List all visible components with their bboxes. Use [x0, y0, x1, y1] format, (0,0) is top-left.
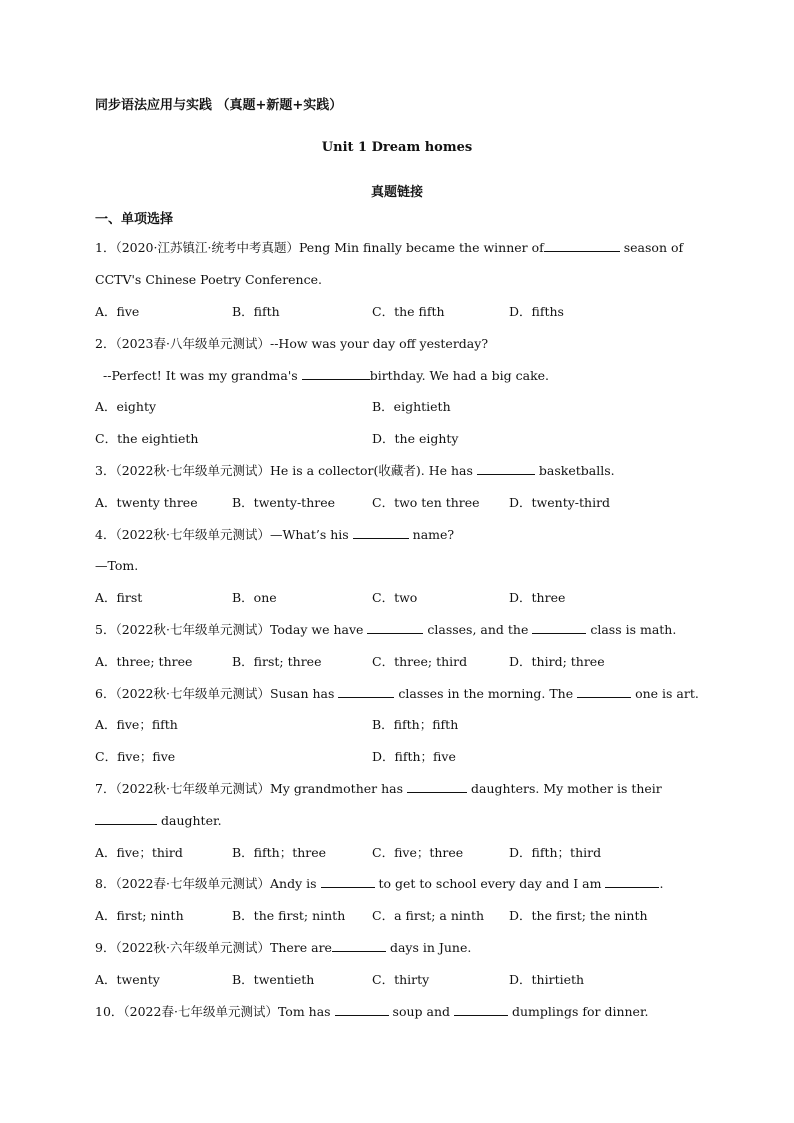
question-6-option-b: B．fifth；fifth [372, 717, 459, 732]
question-8-option-a: A．first; ninth [95, 908, 184, 923]
question-3-option-c: C．two ten three [372, 495, 480, 510]
question-4-line-2: —Tom. [95, 558, 139, 573]
answer-blank [477, 463, 535, 475]
question-2-text: --Perfect! It was my grandma's [103, 368, 298, 383]
question-8-line-1 [95, 876, 705, 892]
question-7-text: 7．（2022秋·七年级单元测试）My grandmother has [95, 781, 404, 796]
question-6-text-cont: classes in the morning. The [398, 686, 574, 701]
question-2-option-b: B．eightieth [372, 399, 451, 414]
question-7-option-c: C．five；three [372, 845, 464, 860]
question-8-option-b: B．the first; ninth [232, 908, 346, 923]
question-3-option-a: A．twenty three [95, 495, 198, 510]
question-1-option-c: C．the fifth [372, 304, 445, 319]
question-9-text-cont: days in June. [389, 940, 472, 955]
part-heading: 一、单项选择 [95, 212, 174, 227]
question-6-line-1 [95, 686, 705, 702]
question-4-option-c: C．two [372, 590, 418, 605]
answer-blank [335, 1004, 389, 1016]
question-8-text: 8．（2022春·七年级单元测试）Andy is [95, 876, 317, 891]
question-8-option-d: D．the first; the ninth [509, 908, 648, 923]
question-2-option-d: D．the eighty [372, 431, 459, 446]
question-7-line-1 [95, 781, 705, 797]
question-2-option-a: A．eighty [95, 399, 157, 414]
question-9-option-a: A．twenty [95, 972, 160, 987]
question-4-text-cont: name? [412, 527, 455, 542]
question-5-text-cont: classes, and the [427, 622, 529, 637]
answer-blank [605, 876, 659, 888]
unit-title: Unit 1 Dream homes [321, 140, 473, 155]
question-3-text-cont: basketballs. [538, 463, 615, 478]
question-4-option-a: A．first [95, 590, 143, 605]
question-5-option-a: A．three; three [95, 654, 193, 669]
document-title: 同步语法应用与实践 （真题+新题+实践） [95, 98, 343, 113]
answer-blank [95, 813, 157, 825]
question-7-option-b: B．fifth；three [232, 845, 327, 860]
answer-blank [544, 240, 620, 252]
question-10-line-1 [95, 1004, 705, 1020]
answer-blank [407, 781, 467, 793]
question-9-line-1 [95, 940, 705, 956]
question-2-line-1: 2．（2023春·八年级单元测试）--How was your day off yesterday? [95, 336, 489, 351]
answer-blank [338, 686, 394, 698]
question-4-option-b: B．one [232, 590, 277, 605]
answer-blank [454, 1004, 508, 1016]
question-1-line-1 [95, 240, 705, 256]
question-8-option-c: C．a first; a ninth [372, 908, 485, 923]
question-5-option-b: B．first; three [232, 654, 322, 669]
question-6-option-a: A．five；fifth [95, 717, 178, 732]
question-2-line-2 [103, 368, 713, 384]
question-9-text: 9．（2022秋·六年级单元测试）There are [95, 940, 332, 955]
question-1-option-d: D．fifths [509, 304, 564, 319]
question-7-option-d: D．fifth；third [509, 845, 602, 860]
question-4-text: 4．（2022秋·七年级单元测试）—What’s his [95, 527, 349, 542]
question-7-line-2 [95, 813, 705, 829]
question-6-option-d: D．fifth；five [372, 749, 456, 764]
question-10-text-end: dumplings for dinner. [512, 1004, 649, 1019]
question-3-text: 3．（2022秋·七年级单元测试）He is a collector(收藏者). He has [95, 463, 473, 478]
question-4-option-d: D．three [509, 590, 566, 605]
question-6-text-end: one is art. [635, 686, 699, 701]
question-9-option-c: C．thirty [372, 972, 430, 987]
question-10-text-cont: soup and [392, 1004, 451, 1019]
question-7-option-a: A．five；third [95, 845, 183, 860]
question-1-option-b: B．fifth [232, 304, 280, 319]
question-4-line-1 [95, 527, 705, 543]
answer-blank [532, 622, 586, 634]
question-6-text: 6．（2022秋·七年级单元测试）Susan has [95, 686, 335, 701]
answer-blank [332, 940, 386, 952]
answer-blank [302, 368, 370, 380]
question-5-text-end: class is math. [590, 622, 677, 637]
question-1-option-a: A．five [95, 304, 140, 319]
answer-blank [367, 622, 423, 634]
question-10-text: 10．（2022春·七年级单元测试）Tom has [95, 1004, 331, 1019]
question-9-option-d: D．thirtieth [509, 972, 585, 987]
question-1-text-cont: season of [623, 240, 684, 255]
question-3-option-d: D．twenty-third [509, 495, 611, 510]
answer-blank [353, 527, 409, 539]
question-7-text-end: daughter. [160, 813, 222, 828]
section-title: 真题链接 [370, 185, 423, 200]
question-1-text: 1．（2020·江苏镇江·统考中考真题）Peng Min finally became the winner of [95, 240, 544, 255]
question-6-option-c: C．five；five [95, 749, 176, 764]
question-5-line-1 [95, 622, 705, 638]
question-5-text: 5．（2022秋·七年级单元测试）Today we have [95, 622, 364, 637]
answer-blank [321, 876, 375, 888]
answer-blank [577, 686, 631, 698]
question-2-text-cont: birthday. We had a big cake. [369, 368, 550, 383]
question-8-text-end: . [659, 876, 664, 891]
question-2-option-c: C．the eightieth [95, 431, 199, 446]
question-9-option-b: B．twentieth [232, 972, 315, 987]
question-3-line-1 [95, 463, 705, 479]
question-1-line-2: CCTV's Chinese Poetry Conference. [95, 272, 322, 287]
question-7-text-cont: daughters. My mother is their [471, 781, 662, 796]
question-3-option-b: B．twenty-three [232, 495, 336, 510]
question-8-text-cont: to get to school every day and I am [378, 876, 602, 891]
question-5-option-c: C．three; third [372, 654, 468, 669]
question-5-option-d: D．third; three [509, 654, 605, 669]
